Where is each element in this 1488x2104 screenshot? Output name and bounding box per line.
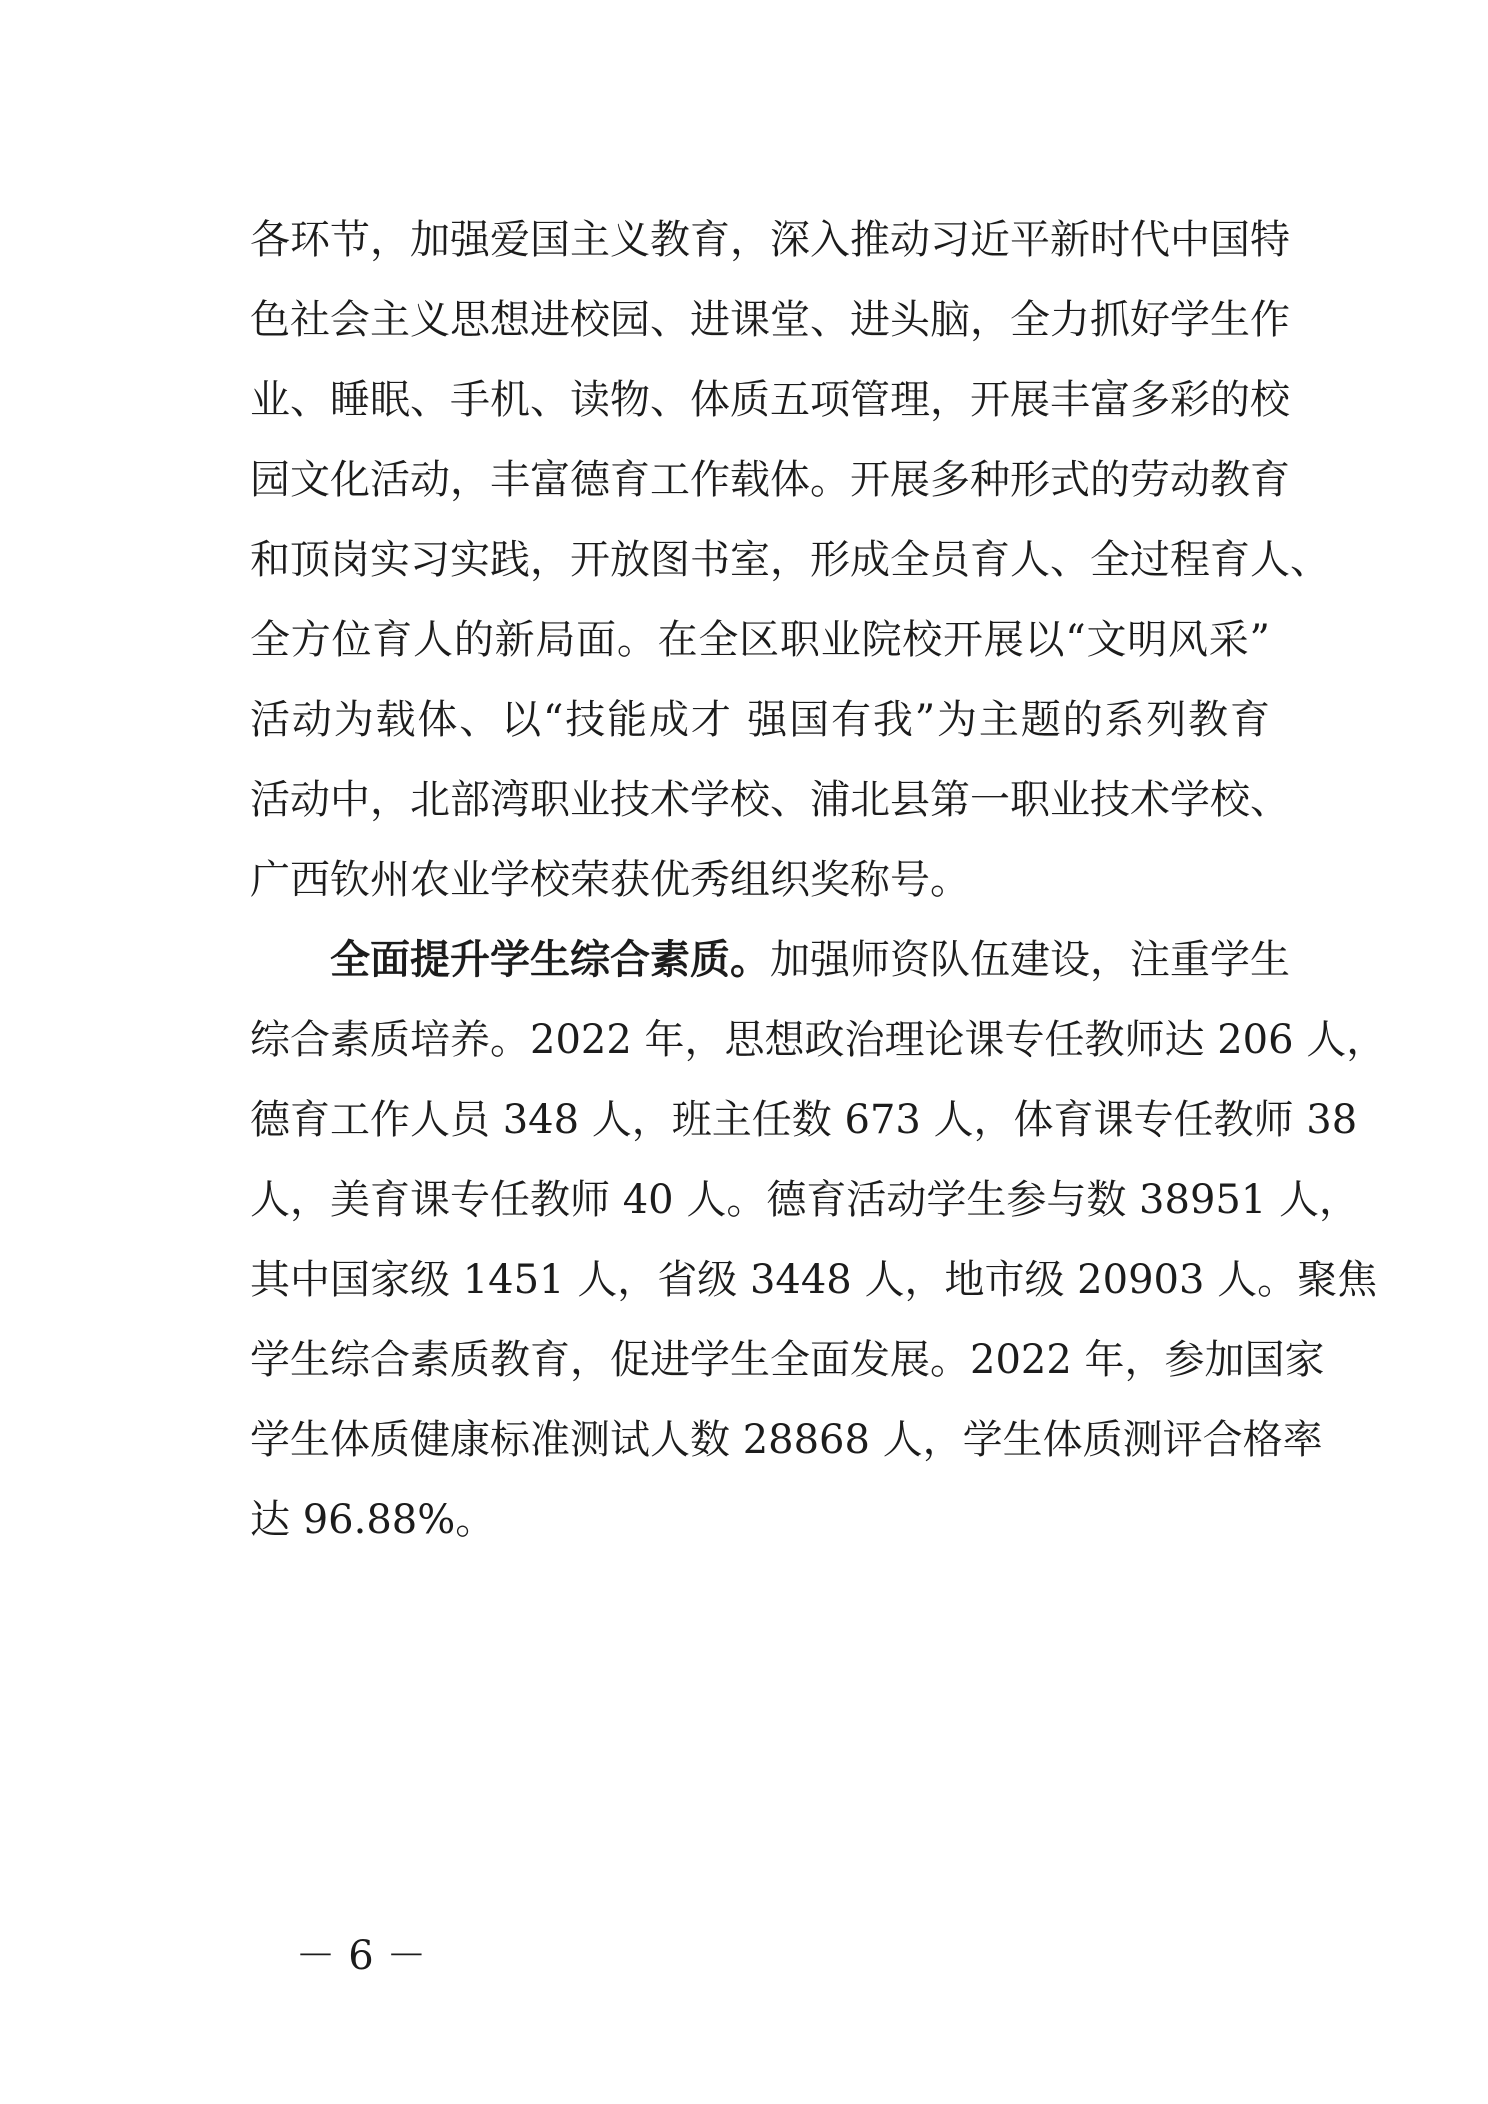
paragraph-heading-rest: 加强师资队伍建设，注重学生 <box>770 937 1290 983</box>
text-line: 全方位育人的新局面。在全区职业院校开展以“文明风采” <box>250 617 1270 663</box>
text-line: 业、睡眠、手机、读物、体质五项管理，开展丰富多彩的校 <box>250 377 1290 423</box>
text-line: 园文化活动，丰富德育工作载体。开展多种形式的劳动教育 <box>250 457 1290 503</box>
paragraph-moral-education <box>250 200 1330 920</box>
text-line: 达 96.88%。 <box>250 1497 496 1543</box>
text-line: 学生体质健康标准测试人数 28868 人，学生体质测评合格率 <box>250 1417 1323 1463</box>
text-line: 各环节，加强爱国主义教育，深入推动习近平新时代中国特 <box>250 217 1290 263</box>
paragraph-heading: 全面提升学生综合素质。 <box>330 936 770 983</box>
text-line: 综合素质培养。2022 年，思想政治理论课专任教师达 206 人， <box>250 1017 1387 1063</box>
text-line: 色社会主义思想进校园、进课堂、进头脑，全力抓好学生作 <box>250 297 1290 343</box>
text-line: 其中国家级 1451 人，省级 3448 人，地市级 20903 人。聚焦 <box>250 1257 1378 1303</box>
text-line: 活动为载体、以“技能成才 强国有我”为主题的系列教育 <box>250 697 1270 743</box>
text-line: 德育工作人员 348 人，班主任数 673 人，体育课专任教师 38 <box>250 1097 1358 1143</box>
text-line: 和顶岗实习实践，开放图书室，形成全员育人、全过程育人、 <box>250 537 1330 583</box>
body-text <box>250 200 1387 1560</box>
page-number: － 6 － <box>295 1933 427 1979</box>
text-line: 活动中，北部湾职业技术学校、浦北县第一职业技术学校、 <box>250 777 1290 823</box>
text-line: 学生综合素质教育，促进学生全面发展。2022 年，参加国家 <box>250 1337 1325 1383</box>
text-line: 人，美育课专任教师 40 人。德育活动学生参与数 38951 人， <box>250 1177 1360 1223</box>
text-line-first <box>250 920 1290 1000</box>
paragraph-student-quality <box>250 920 1387 1560</box>
text-line: 广西钦州农业学校荣获优秀组织奖称号。 <box>250 857 970 903</box>
